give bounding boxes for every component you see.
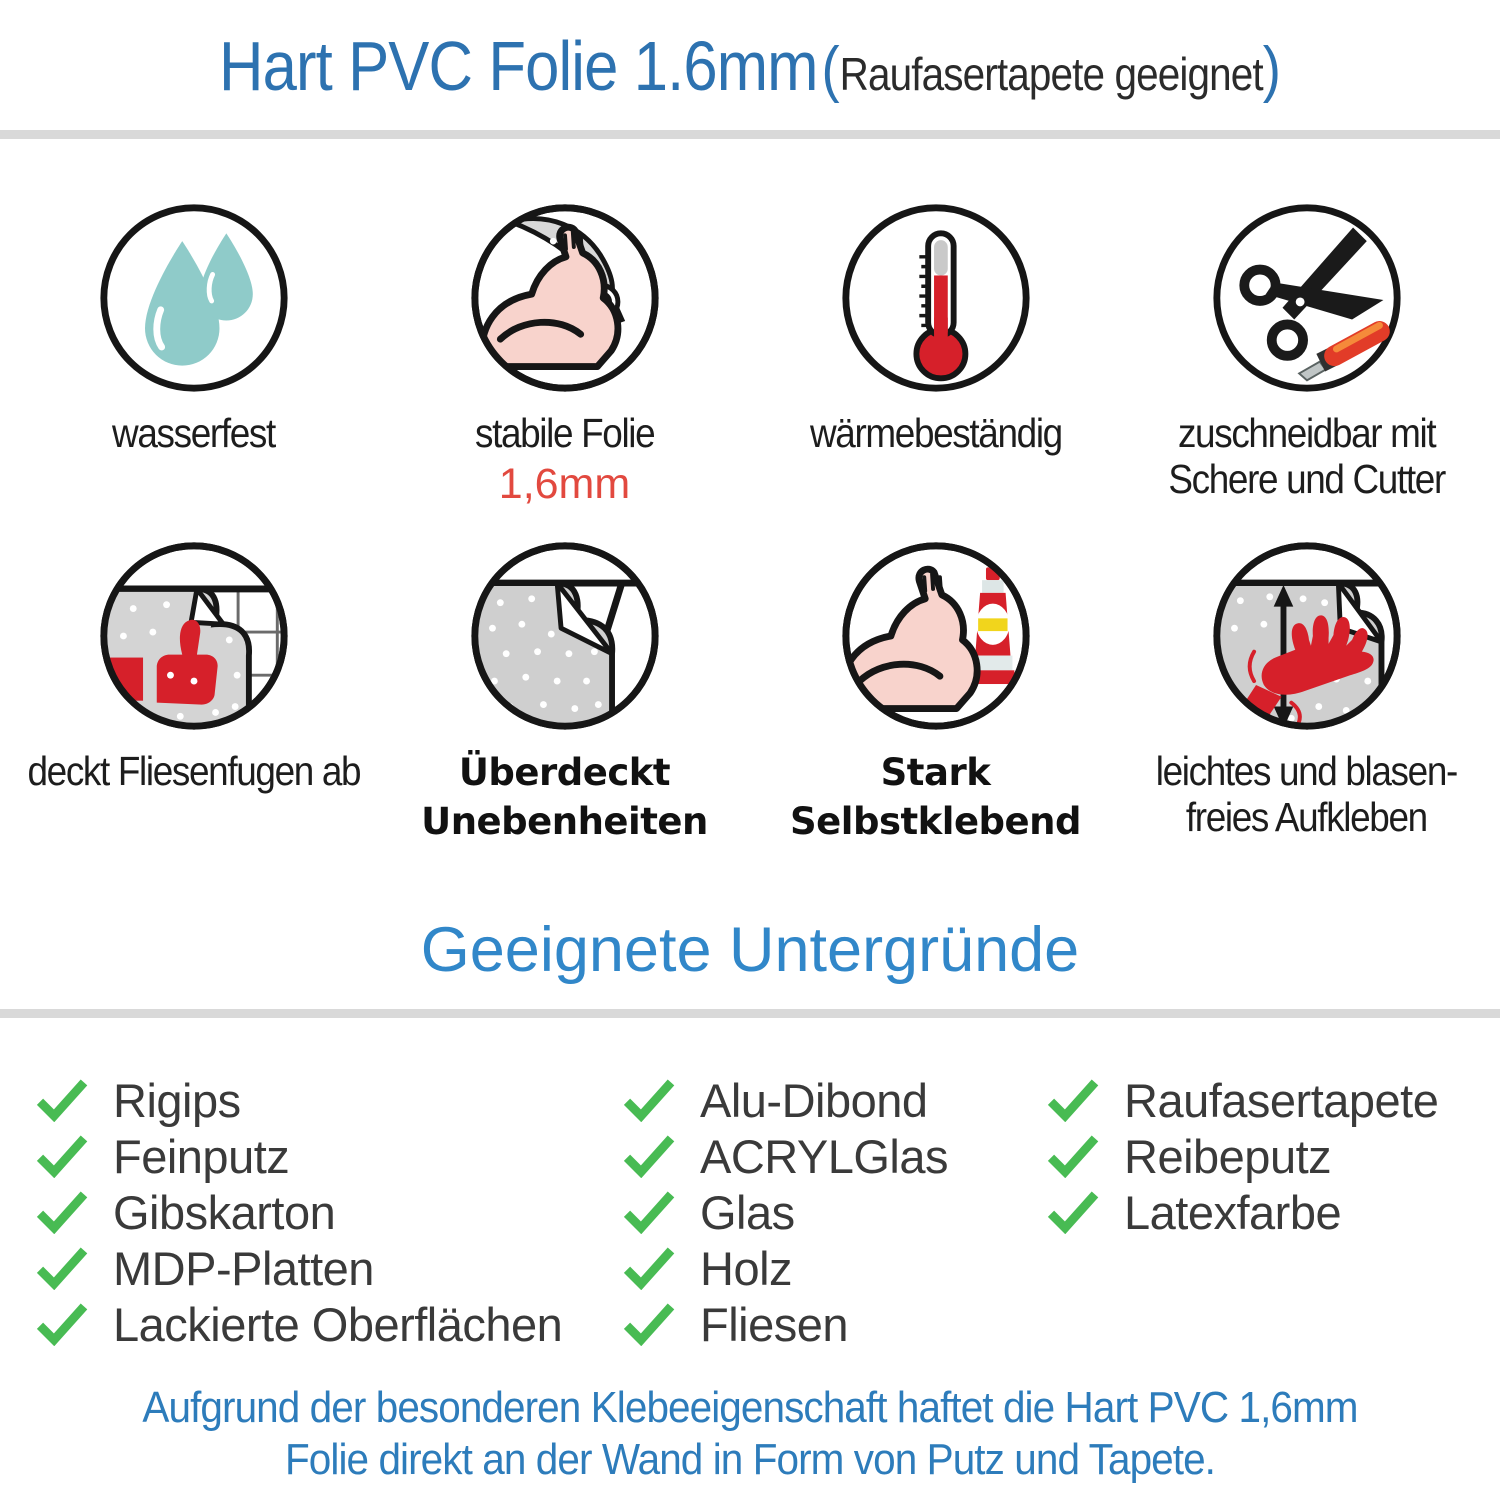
list-item: Feinputz xyxy=(35,1128,562,1184)
list-item: Glas xyxy=(622,1184,948,1240)
divider-top xyxy=(0,130,1500,139)
checkmark-icon xyxy=(622,1190,676,1234)
foil-covers-unevenness-icon xyxy=(467,538,663,734)
feature-label: zuschneidbar mit Schere und Cutter xyxy=(1168,410,1445,502)
feature-label: leichtes und blasen- freies Aufkleben xyxy=(1155,748,1458,840)
list-item: Rigips xyxy=(35,1072,562,1128)
checkmark-icon xyxy=(35,1190,89,1234)
feature-row-2 xyxy=(8,538,1492,846)
list-item: Alu-Dibond xyxy=(622,1072,948,1128)
title-paren-open: ( xyxy=(821,35,840,104)
footer-note xyxy=(60,1382,1440,1486)
substrate-column-3 xyxy=(1046,1072,1438,1240)
checkmark-icon xyxy=(622,1078,676,1122)
feature-label: Überdeckt Unebenheiten xyxy=(421,751,708,843)
list-item: MDP-Platten xyxy=(35,1240,562,1296)
feature-self-adhesive xyxy=(750,538,1121,846)
feature-cuttable xyxy=(1121,200,1492,509)
feature-waterproof xyxy=(8,200,379,509)
foil-thickness-value: 1,6mm xyxy=(498,460,631,508)
substrate-column-1 xyxy=(35,1072,562,1352)
water-drops-icon xyxy=(96,200,292,396)
checkmark-icon xyxy=(35,1078,89,1122)
feature-label: wasserfest xyxy=(112,410,275,456)
thumbs-up-tile-joints-icon xyxy=(96,538,292,734)
feature-row-1 xyxy=(8,200,1492,509)
checkmark-icon xyxy=(35,1302,89,1346)
list-item: Reibeputz xyxy=(1046,1128,1438,1184)
checkmark-icon xyxy=(622,1246,676,1290)
checkmark-icon xyxy=(1046,1190,1100,1234)
checkmark-icon xyxy=(35,1246,89,1290)
list-item: Lackierte Oberflächen xyxy=(35,1296,562,1352)
substrate-column-2 xyxy=(622,1072,948,1352)
feature-covers-unevenness xyxy=(379,538,750,846)
list-item: Gibskarton xyxy=(35,1184,562,1240)
title-paren-close: ) xyxy=(1262,35,1281,104)
strong-foil-roll-icon xyxy=(467,200,663,396)
title-subtitle: Raufasertapete geeignet xyxy=(839,48,1263,100)
feature-label: Stark Selbstklebend xyxy=(790,751,1081,843)
checkmark-icon xyxy=(1046,1134,1100,1178)
thermometer-icon xyxy=(838,200,1034,396)
list-item: Latexfarbe xyxy=(1046,1184,1438,1240)
list-item: Fliesen xyxy=(622,1296,948,1352)
hand-smoothing-foil-icon xyxy=(1209,538,1405,734)
list-item: Holz xyxy=(622,1240,948,1296)
feature-bubble-free-application xyxy=(1121,538,1492,846)
checkmark-icon xyxy=(35,1134,89,1178)
footer-line-2: Folie direkt an der Wand in Form von Putz und Tapete. xyxy=(284,1435,1216,1484)
checkmark-icon xyxy=(622,1134,676,1178)
page-title xyxy=(90,26,1410,106)
divider-middle xyxy=(0,1009,1500,1018)
muscle-glue-tube-icon xyxy=(838,538,1034,734)
footer-line-1: Aufgrund der besonderen Klebeeigenschaft haftet die Hart PVC 1,6mm xyxy=(142,1383,1358,1432)
section-heading-substrates: Geeignete Untergründe xyxy=(420,915,1080,985)
feature-covers-tile-joints xyxy=(8,538,379,846)
list-item: Raufasertapete xyxy=(1046,1072,1438,1128)
checkmark-icon xyxy=(622,1302,676,1346)
feature-label: wärmebeständig xyxy=(809,410,1062,456)
feature-heat-resistant xyxy=(750,200,1121,509)
scissors-and-cutter-icon xyxy=(1209,200,1405,396)
list-item: ACRYLGlas xyxy=(622,1128,948,1184)
feature-label: deckt Fliesenfugen ab xyxy=(27,748,360,794)
title-text: Hart PVC Folie 1.6mm xyxy=(219,27,818,105)
feature-stable-foil xyxy=(379,200,750,509)
feature-label: stabile Folie xyxy=(474,410,655,456)
checkmark-icon xyxy=(1046,1078,1100,1122)
